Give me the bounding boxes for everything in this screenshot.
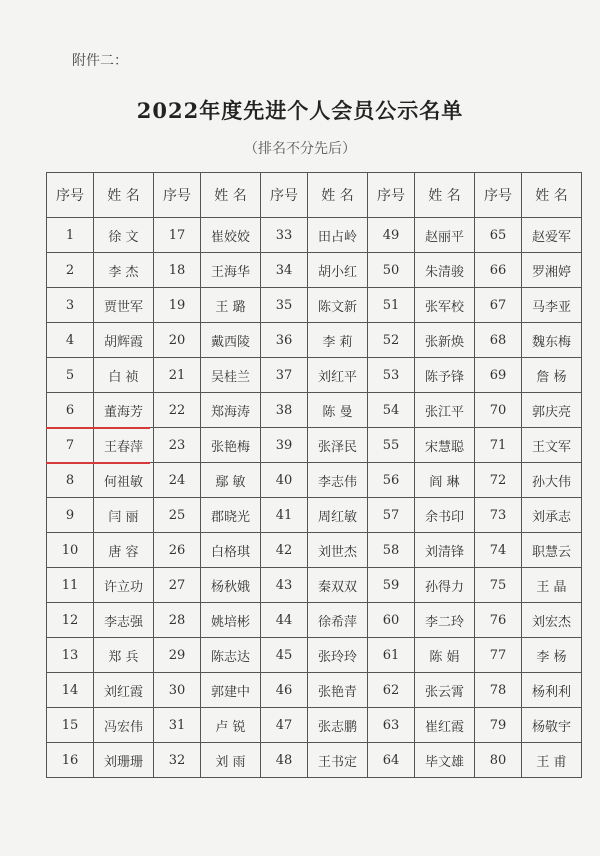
serial-number-cell: 13 [47, 638, 94, 673]
header-cell: 姓 名 [415, 173, 475, 218]
member-name-cell: 李志伟 [308, 463, 368, 498]
serial-number-cell: 48 [261, 743, 308, 778]
member-name-cell: 王春萍 [94, 428, 154, 463]
member-name-cell: 赵爱军 [522, 218, 582, 253]
serial-number-cell: 17 [154, 218, 201, 253]
serial-number-cell: 34 [261, 253, 308, 288]
table-row [47, 288, 582, 323]
table-row [47, 743, 582, 778]
serial-number-cell: 47 [261, 708, 308, 743]
serial-number-cell: 31 [154, 708, 201, 743]
member-name-cell: 宋慧聪 [415, 428, 475, 463]
member-name-cell: 杨秋娥 [201, 568, 261, 603]
member-name-cell: 卢 锐 [201, 708, 261, 743]
member-name-cell: 郑海涛 [201, 393, 261, 428]
serial-number-cell: 45 [261, 638, 308, 673]
member-name-cell: 杨敬宇 [522, 708, 582, 743]
member-name-cell: 贾世军 [94, 288, 154, 323]
serial-number-cell: 12 [47, 603, 94, 638]
member-name-cell: 刘 雨 [201, 743, 261, 778]
member-name-cell: 白 祯 [94, 358, 154, 393]
serial-number-cell: 64 [368, 743, 415, 778]
member-name-cell: 李 莉 [308, 323, 368, 358]
header-cell: 序号 [47, 173, 94, 218]
serial-number-cell: 38 [261, 393, 308, 428]
red-underline-bottom [46, 462, 150, 464]
member-name-cell: 鄢 敏 [201, 463, 261, 498]
table-row [47, 463, 582, 498]
member-name-cell: 张志鹏 [308, 708, 368, 743]
serial-number-cell: 8 [47, 463, 94, 498]
serial-number-cell: 4 [47, 323, 94, 358]
serial-number-cell: 36 [261, 323, 308, 358]
table-row [47, 323, 582, 358]
member-name-cell: 郭建中 [201, 673, 261, 708]
serial-number-cell: 5 [47, 358, 94, 393]
serial-number-cell: 74 [475, 533, 522, 568]
serial-number-cell: 20 [154, 323, 201, 358]
serial-number-cell: 60 [368, 603, 415, 638]
member-name-cell: 戴西陵 [201, 323, 261, 358]
member-name-cell: 王 晶 [522, 568, 582, 603]
header-cell: 姓 名 [522, 173, 582, 218]
serial-number-cell: 67 [475, 288, 522, 323]
serial-number-cell: 6 [47, 393, 94, 428]
serial-number-cell: 9 [47, 498, 94, 533]
member-name-cell: 冯宏伟 [94, 708, 154, 743]
member-name-cell: 陈文新 [308, 288, 368, 323]
serial-number-cell: 46 [261, 673, 308, 708]
serial-number-cell: 69 [475, 358, 522, 393]
member-name-cell: 朱清骏 [415, 253, 475, 288]
member-name-cell: 刘清锋 [415, 533, 475, 568]
member-name-cell: 罗湘婷 [522, 253, 582, 288]
serial-number-cell: 63 [368, 708, 415, 743]
member-name-cell: 张新焕 [415, 323, 475, 358]
member-name-cell: 闫 丽 [94, 498, 154, 533]
serial-number-cell: 73 [475, 498, 522, 533]
member-name-cell: 崔姣姣 [201, 218, 261, 253]
member-name-cell: 何祖敏 [94, 463, 154, 498]
member-name-cell: 杨利利 [522, 673, 582, 708]
serial-number-cell: 43 [261, 568, 308, 603]
table-row [47, 218, 582, 253]
member-name-cell: 孙大伟 [522, 463, 582, 498]
member-name-cell: 白格琪 [201, 533, 261, 568]
header-cell: 序号 [475, 173, 522, 218]
member-name-cell: 郡晓光 [201, 498, 261, 533]
member-name-cell: 职慧云 [522, 533, 582, 568]
member-name-cell: 徐 文 [94, 218, 154, 253]
serial-number-cell: 25 [154, 498, 201, 533]
header-cell: 姓 名 [94, 173, 154, 218]
member-name-cell: 张玲玲 [308, 638, 368, 673]
table-row [47, 428, 582, 463]
table-row [47, 358, 582, 393]
attachment-label: 附件二： [72, 53, 128, 69]
member-name-cell: 刘珊珊 [94, 743, 154, 778]
member-table [46, 172, 582, 778]
member-name-cell: 孙得力 [415, 568, 475, 603]
header-cell: 序号 [261, 173, 308, 218]
table-row [47, 498, 582, 533]
serial-number-cell: 57 [368, 498, 415, 533]
member-name-cell: 张泽民 [308, 428, 368, 463]
member-name-cell: 张艳梅 [201, 428, 261, 463]
serial-number-cell: 78 [475, 673, 522, 708]
serial-number-cell: 50 [368, 253, 415, 288]
serial-number-cell: 68 [475, 323, 522, 358]
member-name-cell: 李 杰 [94, 253, 154, 288]
member-name-cell: 郭庆亮 [522, 393, 582, 428]
serial-number-cell: 22 [154, 393, 201, 428]
member-name-cell: 陈志达 [201, 638, 261, 673]
member-name-cell: 张艳青 [308, 673, 368, 708]
member-name-cell: 唐 容 [94, 533, 154, 568]
member-name-cell: 周红敏 [308, 498, 368, 533]
serial-number-cell: 10 [47, 533, 94, 568]
member-name-cell: 陈 娟 [415, 638, 475, 673]
serial-number-cell: 30 [154, 673, 201, 708]
serial-number-cell: 7 [47, 428, 94, 463]
serial-number-cell: 72 [475, 463, 522, 498]
serial-number-cell: 59 [368, 568, 415, 603]
member-name-cell: 张云霄 [415, 673, 475, 708]
header-cell: 序号 [368, 173, 415, 218]
member-name-cell: 崔红霞 [415, 708, 475, 743]
member-name-cell: 刘承志 [522, 498, 582, 533]
serial-number-cell: 23 [154, 428, 201, 463]
serial-number-cell: 54 [368, 393, 415, 428]
header-cell: 序号 [154, 173, 201, 218]
table-row [47, 673, 582, 708]
member-name-cell: 张军校 [415, 288, 475, 323]
member-name-cell: 王 甫 [522, 743, 582, 778]
member-name-cell: 刘世杰 [308, 533, 368, 568]
serial-number-cell: 61 [368, 638, 415, 673]
serial-number-cell: 11 [47, 568, 94, 603]
serial-number-cell: 3 [47, 288, 94, 323]
serial-number-cell: 58 [368, 533, 415, 568]
member-name-cell: 李 杨 [522, 638, 582, 673]
member-name-cell: 李志强 [94, 603, 154, 638]
serial-number-cell: 14 [47, 673, 94, 708]
member-name-cell: 许立功 [94, 568, 154, 603]
serial-number-cell: 52 [368, 323, 415, 358]
serial-number-cell: 24 [154, 463, 201, 498]
member-name-cell: 秦双双 [308, 568, 368, 603]
serial-number-cell: 42 [261, 533, 308, 568]
member-name-cell: 王文军 [522, 428, 582, 463]
serial-number-cell: 80 [475, 743, 522, 778]
serial-number-cell: 35 [261, 288, 308, 323]
table-row [47, 638, 582, 673]
member-name-cell: 董海芳 [94, 393, 154, 428]
member-name-cell: 姚培彬 [201, 603, 261, 638]
member-name-cell: 徐希萍 [308, 603, 368, 638]
member-name-cell: 刘红平 [308, 358, 368, 393]
serial-number-cell: 44 [261, 603, 308, 638]
serial-number-cell: 1 [47, 218, 94, 253]
table-header-row [47, 173, 582, 218]
member-name-cell: 赵丽平 [415, 218, 475, 253]
table-row [47, 533, 582, 568]
serial-number-cell: 77 [475, 638, 522, 673]
page-subtitle: （排名不分先后） [244, 141, 356, 157]
member-name-cell: 马李亚 [522, 288, 582, 323]
serial-number-cell: 49 [368, 218, 415, 253]
member-name-cell: 詹 杨 [522, 358, 582, 393]
table-row [47, 393, 582, 428]
member-name-cell: 胡辉霞 [94, 323, 154, 358]
serial-number-cell: 18 [154, 253, 201, 288]
serial-number-cell: 26 [154, 533, 201, 568]
page-title: 2022年度先进个人会员公示名单 [136, 98, 464, 123]
table-row [47, 568, 582, 603]
serial-number-cell: 16 [47, 743, 94, 778]
serial-number-cell: 79 [475, 708, 522, 743]
member-name-cell: 魏东梅 [522, 323, 582, 358]
serial-number-cell: 65 [475, 218, 522, 253]
serial-number-cell: 53 [368, 358, 415, 393]
member-name-cell: 陈予锋 [415, 358, 475, 393]
table-row [47, 603, 582, 638]
member-name-cell: 刘宏杰 [522, 603, 582, 638]
header-cell: 姓 名 [201, 173, 261, 218]
member-name-cell: 毕文雄 [415, 743, 475, 778]
serial-number-cell: 37 [261, 358, 308, 393]
serial-number-cell: 27 [154, 568, 201, 603]
serial-number-cell: 56 [368, 463, 415, 498]
serial-number-cell: 2 [47, 253, 94, 288]
member-name-cell: 陈 曼 [308, 393, 368, 428]
serial-number-cell: 21 [154, 358, 201, 393]
member-name-cell: 王书定 [308, 743, 368, 778]
serial-number-cell: 33 [261, 218, 308, 253]
serial-number-cell: 75 [475, 568, 522, 603]
member-name-cell: 王 璐 [201, 288, 261, 323]
serial-number-cell: 70 [475, 393, 522, 428]
member-name-cell: 田占岭 [308, 218, 368, 253]
serial-number-cell: 62 [368, 673, 415, 708]
serial-number-cell: 29 [154, 638, 201, 673]
header-cell: 姓 名 [308, 173, 368, 218]
serial-number-cell: 55 [368, 428, 415, 463]
serial-number-cell: 32 [154, 743, 201, 778]
serial-number-cell: 51 [368, 288, 415, 323]
member-name-cell: 阎 琳 [415, 463, 475, 498]
serial-number-cell: 39 [261, 428, 308, 463]
serial-number-cell: 40 [261, 463, 308, 498]
serial-number-cell: 76 [475, 603, 522, 638]
serial-number-cell: 66 [475, 253, 522, 288]
serial-number-cell: 41 [261, 498, 308, 533]
member-name-cell: 刘红霞 [94, 673, 154, 708]
serial-number-cell: 28 [154, 603, 201, 638]
member-name-cell: 李二玲 [415, 603, 475, 638]
serial-number-cell: 15 [47, 708, 94, 743]
table-row [47, 708, 582, 743]
serial-number-cell: 19 [154, 288, 201, 323]
member-name-cell: 胡小红 [308, 253, 368, 288]
table-row [47, 253, 582, 288]
member-name-cell: 郑 兵 [94, 638, 154, 673]
member-name-cell: 吴桂兰 [201, 358, 261, 393]
red-underline-top [46, 427, 150, 429]
serial-number-cell: 71 [475, 428, 522, 463]
member-name-cell: 余书印 [415, 498, 475, 533]
member-name-cell: 张江平 [415, 393, 475, 428]
member-name-cell: 王海华 [201, 253, 261, 288]
